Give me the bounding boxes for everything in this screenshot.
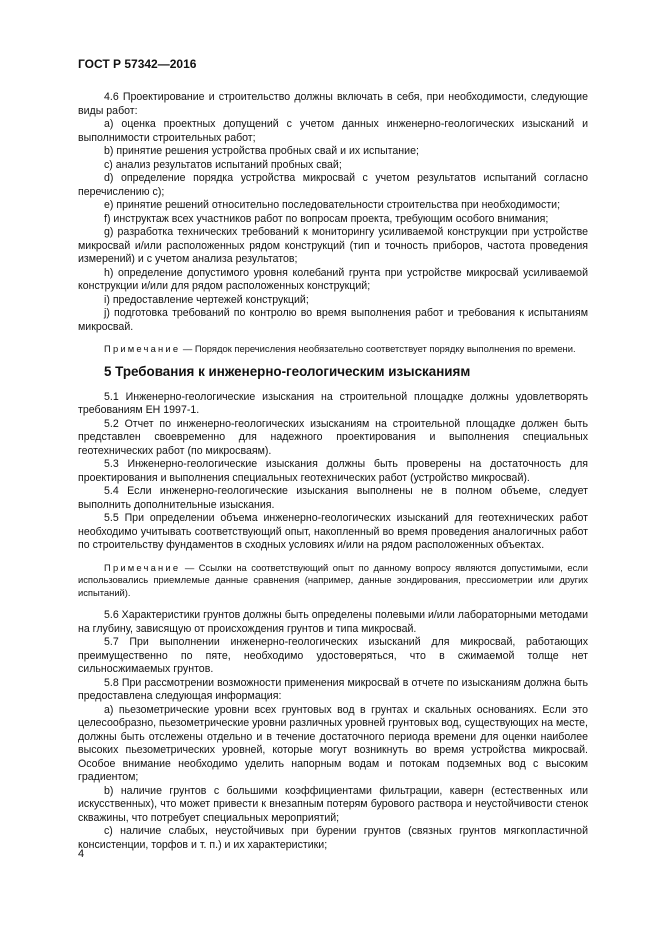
clause-5-4: 5.4 Если инженерно-геологические изыскания выполнены не в полном объеме, следует выполнить дополнительные изыскания. <box>78 485 588 511</box>
page-body <box>78 91 588 852</box>
section-5-title: 5 Требования к инженерно-геологическим изысканиям <box>104 364 471 380</box>
note-text: — Порядок перечисления необязательно соответствует порядку выполнения по времени. <box>180 343 576 354</box>
list-item-4-6-d: d) определение порядка устройства микросвай с учетом результатов испытаний согласно перечислению с); <box>78 172 588 198</box>
document-header: ГОСТ Р 57342—2016 <box>78 57 197 71</box>
list-item-4-6-a: а) оценка проектных допущений с учетом данных инженерно-геологических изысканий и выполнимости строительных работ; <box>78 118 588 144</box>
note-label: Примечание <box>104 561 181 573</box>
list-item-4-6-j: j) подготовка требований по контролю во время выполнения работ и требования к испытаниям микросвай. <box>78 307 588 333</box>
page-number: 4 <box>78 848 85 860</box>
list-item-5-8-c: с) наличие слабых, неустойчивых при бурении грунтов (связных грунтов мягкопластичной консистенции, торфов и т. п.) и их характеристики; <box>78 825 588 851</box>
list-item-4-6-e: е) принятие решений относительно последовательности строительства при необходимости; <box>104 199 561 211</box>
list-item-5-8-a: а) пьезометрические уровни всех грунтовых вод в грунтах и скальных основаниях. Если это целесообразно, пьезометрические уровни различных уровней грунтовых вод, существующих на месте, должны быть отслежены отдельно и в течение достаточного периода времени для оценки наиболее высоких пьезометрических уровней, которые могут возникнуть во время устройства микросвай. Особое внимание необходимо уделить напорным водам и потокам подземных вод с высоким градиентом; <box>78 703 588 784</box>
clause-5-7: 5.7 При выполнении инженерно-геологических изысканий для микросвай, работающих преимущественно по пяте, необходимо удостоверяться, что в сжимаемой толще нет сильносжимаемых грунтов. <box>78 636 588 676</box>
clause-5-5: 5.5 При определении объема инженерно-геологических изысканий для геотехнических работ необходимо учитывать соответствующий опыт, накопленный во время проведения аналогичных работ по строительству фундаментов в сходных условиях и/или на рядом расположенных объектах. <box>78 512 588 552</box>
clause-5-3: 5.3 Инженерно-геологические изыскания должны быть проверены на достаточность для проектирования и выполнения специальных геотехнических работ (устройство микросвай). <box>78 458 588 484</box>
list-item-4-6-g: g) разработка технических требований к мониторингу усиливаемой конструкции при устройстве микросвай и/или расположенных рядом конструкций (тип и точность приборов, частота проведения измерений) и с учетом анализа результатов; <box>78 226 588 265</box>
note-label: Примечание <box>104 343 181 354</box>
clause-4-6-intro: 4.6 Проектирование и строительство должны включать в себя, при необходимости, следующие виды работ: <box>78 91 588 117</box>
list-item-4-6-c: с) анализ результатов испытаний пробных свай; <box>104 158 342 171</box>
clause-5-8: 5.8 При рассмотрении возможности применения микросвай в отчете по изысканиям должна быть предоставлена следующая информация: <box>78 676 588 703</box>
list-item-4-6-h: h) определение допустимого уровня колебаний грунта при устройстве микросвай усиливаемой конструкции и/или для рядом расположенных конструкций; <box>78 266 588 292</box>
list-item-4-6-f: f) инструктаж всех участников работ по вопросам проекта, требующим особого внимания; <box>104 212 549 225</box>
clause-5-6: 5.6 Характеристики грунтов должны быть определены полевыми и/или лабораторными методами на глубину, зависящую от происхождения грунтов и типа микросвай. <box>78 609 588 635</box>
clause-5-2: 5.2 Отчет по инженерно-геологических изысканиям на строительной площадке должен быть представлен своевременно для надежного проектирования и выполнения специальных геотехнических работ (по микросваям). <box>78 417 588 457</box>
list-item-5-8-b: b) наличие грунтов с большими коэффициентами фильтрации, каверн (естественных или искусственных), что может привести к внезапным потерям бурового раствора и неустойчивости стенок скважины, что потребует специальных мероприятий; <box>78 784 588 824</box>
clause-5-1: 5.1 Инженерно-геологические изыскания на строительной площадке должны удовлетворять требованиям ЕН 1997-1. <box>78 390 588 417</box>
note-section-5 <box>78 562 588 599</box>
note-text: — Ссылки на соответствующий опыт по данному вопросу являются допустимыми, если использовались приемлемые данные сравнения (например, данные зондирования, прессиометрии или других испытаний). <box>78 561 588 598</box>
list-item-4-6-i: i) предоставление чертежей конструкций; <box>104 293 309 306</box>
note-section-4 <box>78 343 588 355</box>
list-item-4-6-b: b) принятие решения устройства пробных свай и их испытание; <box>104 145 419 157</box>
